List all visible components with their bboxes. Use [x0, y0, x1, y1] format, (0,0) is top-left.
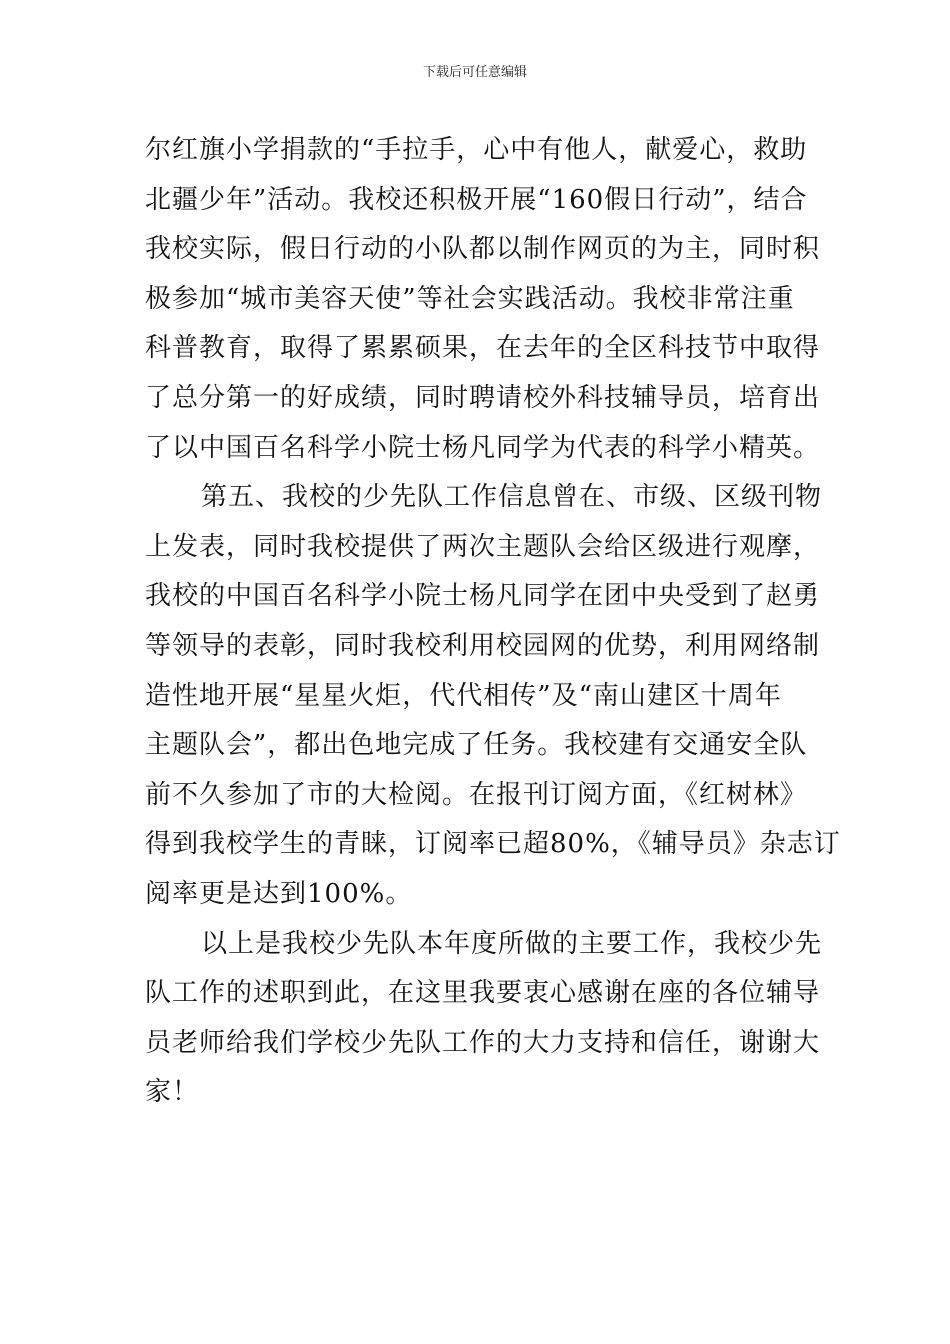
text-line: 主题队会”，都出色地完成了任务。我校建有交通安全队: [145, 730, 808, 761]
page-header-note: 下载后可任意编辑: [422, 65, 527, 80]
text-line: 科普教育，取得了累累硕果，在去年的全区科技节中取得: [145, 333, 821, 364]
text-line: 前不久参加了市的大检阅。在报刊订阅方面，《红树林》: [145, 779, 808, 810]
text-line: 家！: [145, 1077, 200, 1108]
text-line: 造性地开展“星星火炬，代代相传”及“南山建区十周年: [145, 680, 782, 711]
text-line: 员老师给我们学校少先队工作的大力支持和信任，谢谢大: [145, 1027, 821, 1058]
document-body: [145, 126, 841, 1118]
text-line: 了总分第一的好成绩，同时聘请校外科技辅导员，培育出: [145, 382, 821, 413]
text-line: 等领导的表彰，同时我校利用校园网的优势，利用网络制: [145, 630, 821, 661]
paragraph-1: [145, 126, 821, 473]
text-line: 了以中国百名科学小院士杨凡同学为代表的科学小精英。: [145, 432, 821, 463]
text-line: 阅率更是达到100%。: [145, 878, 413, 909]
text-line: 队工作的述职到此，在这里我要衷心感谢在座的各位辅导: [145, 978, 821, 1009]
text-line: 极参加“城市美容天使”等社会实践活动。我校非常注重: [145, 283, 795, 314]
text-line: 北疆少年”活动。我校还积极开展“160假日行动”，结合: [145, 184, 808, 215]
paragraph-2: [145, 473, 841, 919]
paragraph-3: [145, 920, 823, 1118]
text-line: 第五、我校的少先队工作信息曾在、市级、区级刊物: [201, 482, 823, 513]
text-line: 尔红旗小学捐款的“手拉手，心中有他人，献爱心，救助: [145, 135, 808, 165]
text-line: 我校的中国百名科学小院士杨凡同学在团中央受到了赵勇: [145, 581, 821, 612]
text-line: 上发表，同时我校提供了两次主题队会给区级进行观摩，: [145, 531, 821, 562]
text-line: 我校实际，假日行动的小队都以制作网页的为主，同时积: [145, 234, 821, 265]
text-line: 得到我校学生的青睐，订阅率已超80%，《辅导员》杂志订: [145, 829, 841, 860]
text-line: 以上是我校少先队本年度所做的主要工作，我校少先: [201, 928, 823, 959]
